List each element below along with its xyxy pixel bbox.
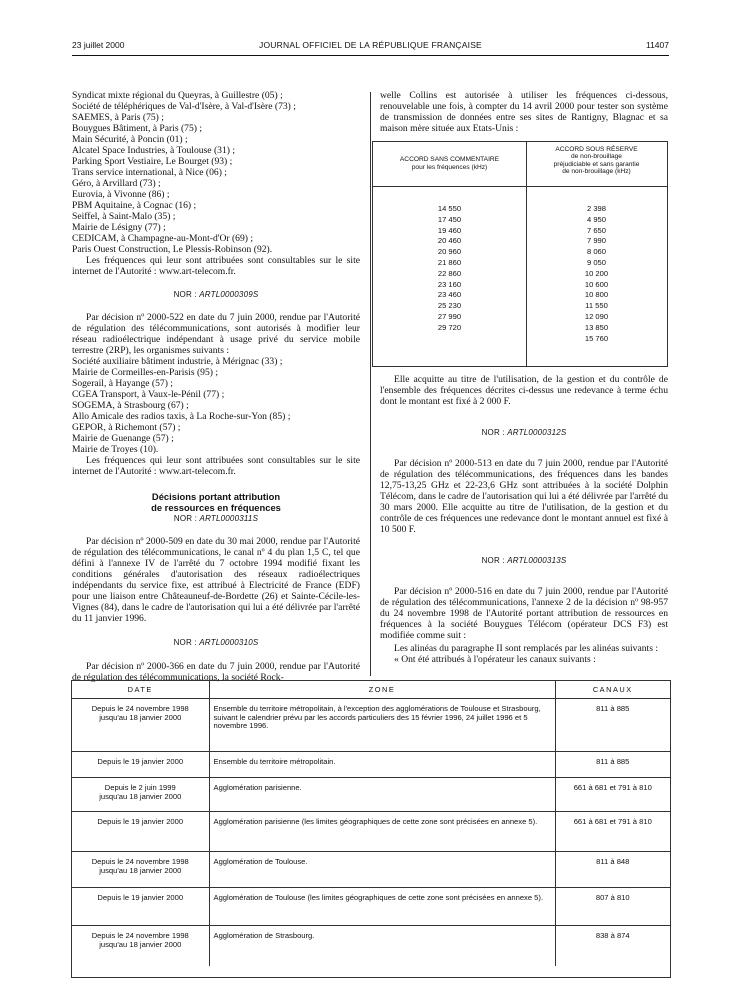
list-item: CEDICAM, à Champagne-au-Mont-d'Or (69) ; xyxy=(72,233,254,244)
paragraph: Par décision nº 2000-366 en date du 7 juin 2000, rendue par l'Autorité de régulation des télécommunications, la société Rock- xyxy=(72,661,360,683)
table-cell: 22 860 xyxy=(437,268,462,278)
table-cell: 2 398 xyxy=(586,204,606,213)
paragraph: Elle acquitte au titre de l'utilisation, de la gestion et du contrôle de l'ensemble des fréquences décrites ci-dessus une redevance à terme échu dont le montant est fixé à 2 000 F. xyxy=(380,374,668,407)
table-cell: 12 090 xyxy=(584,311,609,321)
organisations-list-1 xyxy=(72,90,360,255)
channels-cell: 807 à 810 xyxy=(555,888,670,926)
paragraph: Les fréquences qui leur sont attribuées sont consultables sur le site internet de l'Autorité : www.art-telecom.fr. xyxy=(72,455,360,477)
table-row xyxy=(72,699,670,752)
date-cell: Depuis le 19 janvier 2000 xyxy=(72,812,209,852)
nor-reference: NOR : ARTL0000313S xyxy=(481,556,567,565)
table-cell: 7 990 xyxy=(586,236,606,246)
paragraph: Par décision nº 2000-509 en date du 30 mai 2000, rendue par l'Autorité de régulation des télécommunications, le canal nº 4 du plan 1,5 C, tel que défini à l'annexe IV de l'arrêté du 7 octobre 1994 modifié fixant les conditions générales d'autorisation des réseaux radioélectriques indépendants du service fixe, est attribué à Electricité de France (EDF) pour une liaison entre Châteauneuf-de-Bordette (26) et Sainte-Cécile-les-Vignes (84), dans le cadre de l'autorisation qui lui a été délivrée par l'arrêté du 11 janvier 1996. xyxy=(72,536,360,624)
nor-reference: NOR : ARTL0000310S xyxy=(173,638,259,647)
table-row xyxy=(72,852,670,888)
zone-cell: Agglomération parisienne (les limites géographiques de cette zone sont précisées en annexe 5). xyxy=(209,812,555,852)
table-cell: 17 450 xyxy=(437,214,462,224)
right-column-bottom xyxy=(380,374,668,665)
list-item: Mairie de Troyes (10). xyxy=(72,444,159,455)
table-cell: 20 960 xyxy=(437,247,462,257)
column-header: ZONE xyxy=(209,681,555,699)
table-row xyxy=(72,752,670,778)
list-item: Alcatel Space Industries, à Toulouse (31) ; xyxy=(72,145,235,156)
zone-cell: Ensemble du territoire métropolitain, à l'exception des agglomérations de Toulouse et Strasbourg, suivant le calendrier prévu par les accords particuliers des 15 février 1996, 24 juillet 1996 et 5 novembre 1996. xyxy=(209,699,555,752)
date-cell: Depuis le 24 novembre 1998 jusqu'au 18 janvier 2000 xyxy=(72,699,209,752)
paragraph: « Ont été attribués à l'opérateur les canaux suivants : xyxy=(394,654,596,665)
list-item: Seiffel, à Saint-Malo (35) ; xyxy=(72,211,176,222)
table-cell: 29 720 xyxy=(437,322,462,332)
frequency-values-reserved xyxy=(526,204,667,344)
header-rule xyxy=(72,55,669,56)
nor-reference: NOR : ARTL0000309S xyxy=(173,290,259,299)
table-cell: 23 460 xyxy=(437,290,462,300)
date-cell: Depuis le 19 janvier 2000 xyxy=(72,888,209,926)
list-item: Allo Amicale des radios taxis, à La Roche-sur-Yon (85) ; xyxy=(72,411,291,422)
date-cell: Depuis le 19 janvier 2000 xyxy=(72,752,209,778)
table-row xyxy=(72,812,670,852)
table-row xyxy=(72,926,670,966)
channels-cell: 811 à 885 xyxy=(555,752,670,778)
list-item: Eurovia, à Vivonne (86) ; xyxy=(72,189,170,200)
list-item: Sogerail, à Hayange (57) ; xyxy=(72,378,173,389)
table-cell: 9 050 xyxy=(586,257,606,267)
channel-table-grid xyxy=(72,681,670,966)
zone-cell: Agglomération de Toulouse (les limites géographiques de cette zone sont précisées en annexe 5). xyxy=(209,888,555,926)
list-item: SAEMES, à Paris (75) ; xyxy=(72,112,164,123)
channels-cell: 838 à 874 xyxy=(555,926,670,966)
table-cell: 14 550 xyxy=(437,204,462,213)
section-heading: Décisions portant attribution xyxy=(151,491,281,502)
list-item: Mairie de Guenange (57) ; xyxy=(72,433,174,444)
zone-cell: Agglomération de Strasbourg. xyxy=(209,926,555,966)
paragraph: Les fréquences qui leur sont attribuées sont consultables sur le site internet de l'Autorité : www.art-telecom.fr. xyxy=(72,255,360,277)
table-cell: 19 460 xyxy=(437,225,462,235)
channels-cell: 661 à 681 et 791 à 810 xyxy=(555,812,670,852)
channel-table xyxy=(71,680,671,978)
column-header: ACCORD SOUS RÉSERVE de non-brouillage préjudiciable et sans garantie de non-brouillage (kHz) xyxy=(553,146,640,175)
organisations-list-2 xyxy=(72,356,360,455)
journal-title: JOURNAL OFFICIEL DE LA RÉPUBLIQUE FRANÇAISE xyxy=(259,40,482,50)
channels-cell: 811 à 848 xyxy=(555,852,670,888)
channels-cell: 661 à 681 et 791 à 810 xyxy=(555,778,670,812)
list-item: Bouygues Bâtiment, à Paris (75) ; xyxy=(72,123,203,134)
zone-cell: Agglomération parisienne. xyxy=(209,778,555,812)
column-header: ACCORD SANS COMMENTAIRE pour les fréquences (kHz) xyxy=(399,156,500,171)
date-cell: Depuis le 2 juin 1999 jusqu'au 18 janvier 2000 xyxy=(72,778,209,812)
zone-cell: Ensemble du territoire métropolitain. xyxy=(209,752,555,778)
table-cell: 7 650 xyxy=(586,225,606,235)
table-cell: 10 600 xyxy=(584,279,609,289)
paragraph: Par décision nº 2000-516 en date du 7 juin 2000, rendue par l'Autorité de régulation des télécommunications, l'annexe 2 de la décision nº 98-957 du 24 novembre 1998 de l'Autorité portant attribution de ressources en fréquences à la société Bouygues Télécom (opérateur DCS F3) est modifiée comme suit : xyxy=(380,586,668,641)
column-header: CANAUX xyxy=(555,681,670,699)
paragraph: Par décision nº 2000-513 en date du 7 juin 2000, rendue par l'Autorité de régulation des télécommunications, des fréquences dans les bandes 12,75-13,25 GHz et 22-23,6 GHz sont attribuées à la société Dolphin Télécom, dans le cadre de l'autorisation qui lui a été délivrée par l'arrêté du 30 mars 2000. Elle acquitte au titre de l'utilisation, de la gestion et du contrôle de ces fréquences une redevance dont le montant annuel est fixé à 10 500 F. xyxy=(380,458,668,535)
table-cell: 10 800 xyxy=(584,290,609,300)
list-item: Main Sécurité, à Poncin (01) ; xyxy=(72,134,188,145)
table-cell: 23 160 xyxy=(437,279,462,289)
list-item: Société de téléphériques de Val-d'Isère, à Val-d'Isère (73) ; xyxy=(72,101,296,112)
column-separator xyxy=(370,92,371,676)
date-cell: Depuis le 24 novembre 1998 jusqu'au 18 janvier 2000 xyxy=(72,852,209,888)
table-row xyxy=(72,778,670,812)
table-cell: 21 860 xyxy=(437,257,462,267)
table-cell: 27 990 xyxy=(437,311,462,321)
date-cell: Depuis le 24 novembre 1998 jusqu'au 18 janvier 2000 xyxy=(72,926,209,966)
list-item: Géro, à Arvillard (73) ; xyxy=(72,178,161,189)
list-item: Trans service international, à Nice (06) ; xyxy=(72,167,227,178)
paragraph: Les alinéas du paragraphe II sont remplacés par les alinéas suivants : xyxy=(394,643,658,654)
right-column-top xyxy=(380,90,668,134)
page-number: 11407 xyxy=(645,40,669,50)
left-column xyxy=(72,90,360,683)
table-cell: 4 950 xyxy=(586,214,606,224)
paragraph: welle Collins est autorisée à utiliser les fréquences ci-dessous, renouvelable une fois, à compter du 14 avril 2000 pour tester son système de transmission de données entre ses sites de Rantigny, Blagnac et sa maison mère située aux Etats-Unis : xyxy=(380,90,668,134)
frequency-table xyxy=(372,141,668,367)
table-row xyxy=(72,888,670,926)
list-item: CGEA Transport, à Vaux-le-Pénil (77) ; xyxy=(72,389,225,400)
zone-cell: Agglomération de Toulouse. xyxy=(209,852,555,888)
list-item: Paris Ouest Construction, Le Plessis-Robinson (92). xyxy=(72,244,273,255)
page-header xyxy=(72,40,669,54)
table-cell: 20 460 xyxy=(437,236,462,246)
channels-cell: 811 à 885 xyxy=(555,699,670,752)
table-cell: 11 550 xyxy=(585,301,608,311)
paragraph: Par décision nº 2000-522 en date du 7 juin 2000, rendue par l'Autorité de régulation des télécommunications, sont autorisés à modifier leur réseau radioélectrique indépendant à usage privé du service mobile terrestre (2RP), les organismes suivants : xyxy=(72,312,360,356)
table-cell: 10 200 xyxy=(584,268,609,278)
nor-reference: NOR : ARTL0000312S xyxy=(481,428,567,437)
list-item: Syndicat mixte régional du Queyras, à Guillestre (05) ; xyxy=(72,90,283,101)
table-cell: 8 060 xyxy=(586,247,606,257)
column-header: DATE xyxy=(72,681,209,699)
table-cell: 15 760 xyxy=(584,333,609,343)
table-cell: 25 230 xyxy=(437,301,462,311)
table-cell: 13 850 xyxy=(584,322,609,332)
frequency-values-unreserved xyxy=(373,204,526,334)
list-item: Mairie de Lésigny (77) ; xyxy=(72,222,166,233)
list-item: Mairie de Cormeilles-en-Parisis (95) ; xyxy=(72,367,219,378)
list-item: Parking Sport Vestiaire, Le Bourget (93) ; xyxy=(72,156,233,167)
list-item: Société auxiliaire bâtiment industrie, à Mérignac (33) ; xyxy=(72,356,283,367)
nor-reference: NOR : ARTL0000311S xyxy=(173,514,259,523)
table-header-row xyxy=(72,681,670,699)
list-item: GEPOR, à Richemont (57) ; xyxy=(72,422,181,433)
issue-date: 23 juillet 2000 xyxy=(72,40,125,50)
list-item: SOGEMA, à Strasbourg (67) ; xyxy=(72,400,189,411)
list-item: PBM Aquitaine, à Cognac (16) ; xyxy=(72,200,197,211)
section-heading: de ressources en fréquences xyxy=(151,502,281,513)
